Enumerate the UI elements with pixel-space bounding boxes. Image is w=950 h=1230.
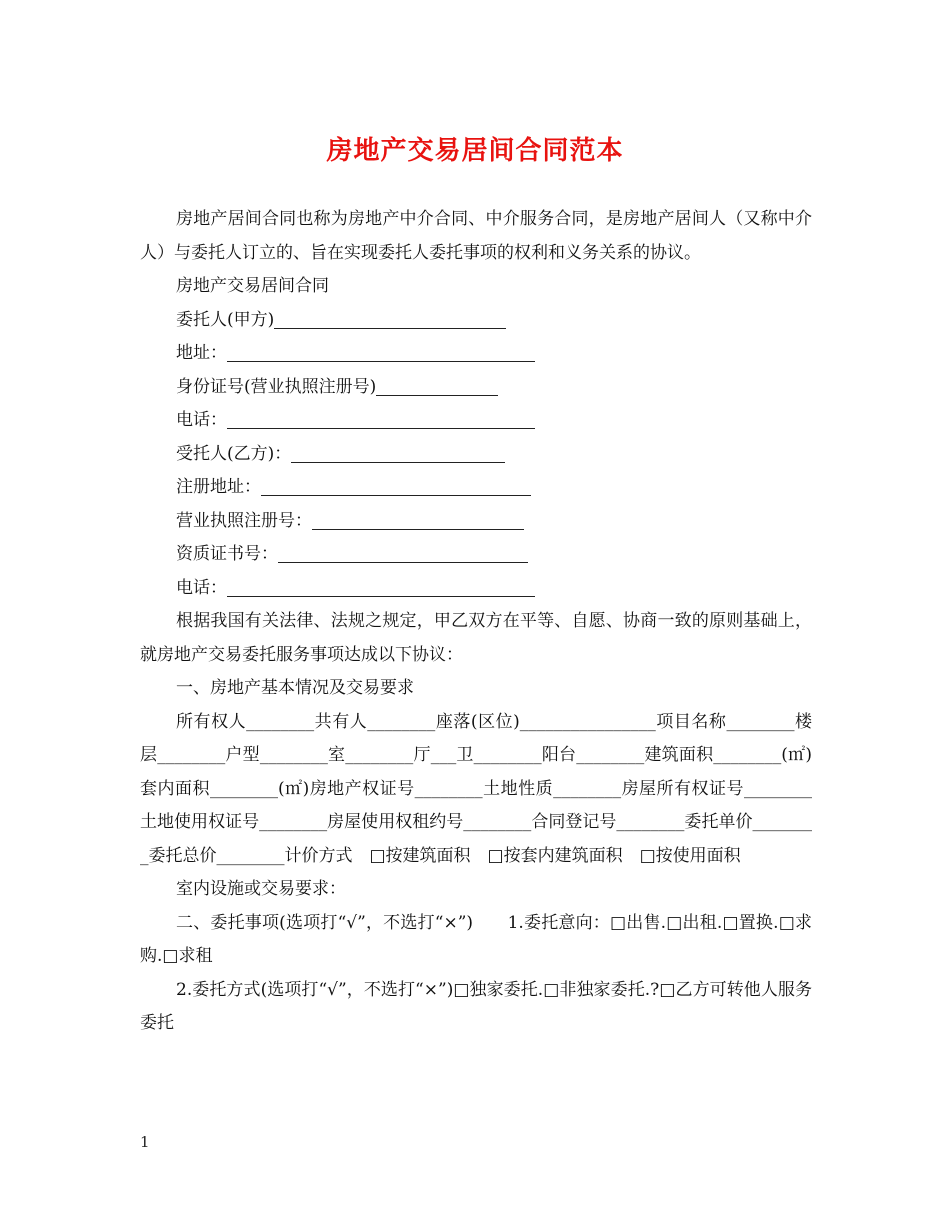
basis-paragraph: 根据我国有关法律、法规之规定，甲乙双方在平等、自愿、协商一致的原则基础上，就房地产交易委托服务事项达成以下协议： xyxy=(140,611,812,665)
reg-address-field xyxy=(140,471,812,505)
phone1-field xyxy=(140,404,812,438)
agent-blank[interactable] xyxy=(291,438,505,463)
phone2-label: 电话： xyxy=(176,577,227,598)
page-number: 1 xyxy=(140,1133,150,1151)
contract-name: 房地产交易居间合同 xyxy=(176,276,329,296)
section2-paragraph: 二、委托事项(选项打“√”，不选打“×”) 1.委托意向：□出售.□出租.□置换.□求购.□求租 xyxy=(140,912,812,966)
license-no-label: 营业执照注册号： xyxy=(176,510,312,531)
section2-item2: 2.委托方式(选项打“√”，不选打“×”)□独家委托.□非独家委托.?□乙方可转他人服务委托 xyxy=(140,979,812,1033)
address-field xyxy=(140,337,812,371)
section1-body: 所有权人________共有人________座落(区位)________________项目名称________楼层________户型________室________厅___卫________阳台________建筑面积________(㎡)套内面积________(㎡)房地产权证号________土地性质________房屋所有权证号________土地使用权证号________房屋使用权租约号________合同登记号________委托单价________委托总价________计价方式 □按建筑面积 □按套内建筑面积 □按使用面积 xyxy=(140,711,812,866)
document-body xyxy=(140,203,812,1041)
address-label: 地址： xyxy=(176,343,227,363)
client-label: 委托人(甲方) xyxy=(176,309,275,330)
section1-heading: 一、房地产基本情况及交易要求 xyxy=(176,678,414,698)
phone1-blank[interactable] xyxy=(227,404,535,429)
id-number-field xyxy=(140,371,812,405)
phone2-field xyxy=(140,572,812,606)
reg-address-blank[interactable] xyxy=(261,471,531,496)
facilities-line: 室内设施或交易要求： xyxy=(176,879,346,899)
phone1-label: 电话： xyxy=(176,410,227,430)
phone2-blank[interactable] xyxy=(227,572,535,597)
cert-no-field xyxy=(140,538,812,572)
id-number-label: 身份证号(营业执照注册号) xyxy=(176,376,377,397)
document-title: 房地产交易居间合同范本 xyxy=(326,136,624,166)
reg-address-label: 注册地址： xyxy=(176,477,261,497)
license-no-field xyxy=(140,505,812,539)
client-field xyxy=(140,304,812,338)
agent-label: 受托人(乙方)： xyxy=(176,443,292,464)
license-no-blank[interactable] xyxy=(312,505,524,530)
agent-field xyxy=(140,438,812,472)
id-number-blank[interactable] xyxy=(376,371,498,396)
cert-no-label: 资质证书号： xyxy=(176,544,278,564)
intro-paragraph: 房地产居间合同也称为房地产中介合同、中介服务合同，是房地产居间人（又称中介人）与委托人订立的、旨在实现委托人委托事项的权利和义务关系的协议。 xyxy=(140,209,812,263)
address-blank[interactable] xyxy=(227,337,535,362)
client-blank[interactable] xyxy=(274,304,506,329)
cert-no-blank[interactable] xyxy=(278,538,528,563)
